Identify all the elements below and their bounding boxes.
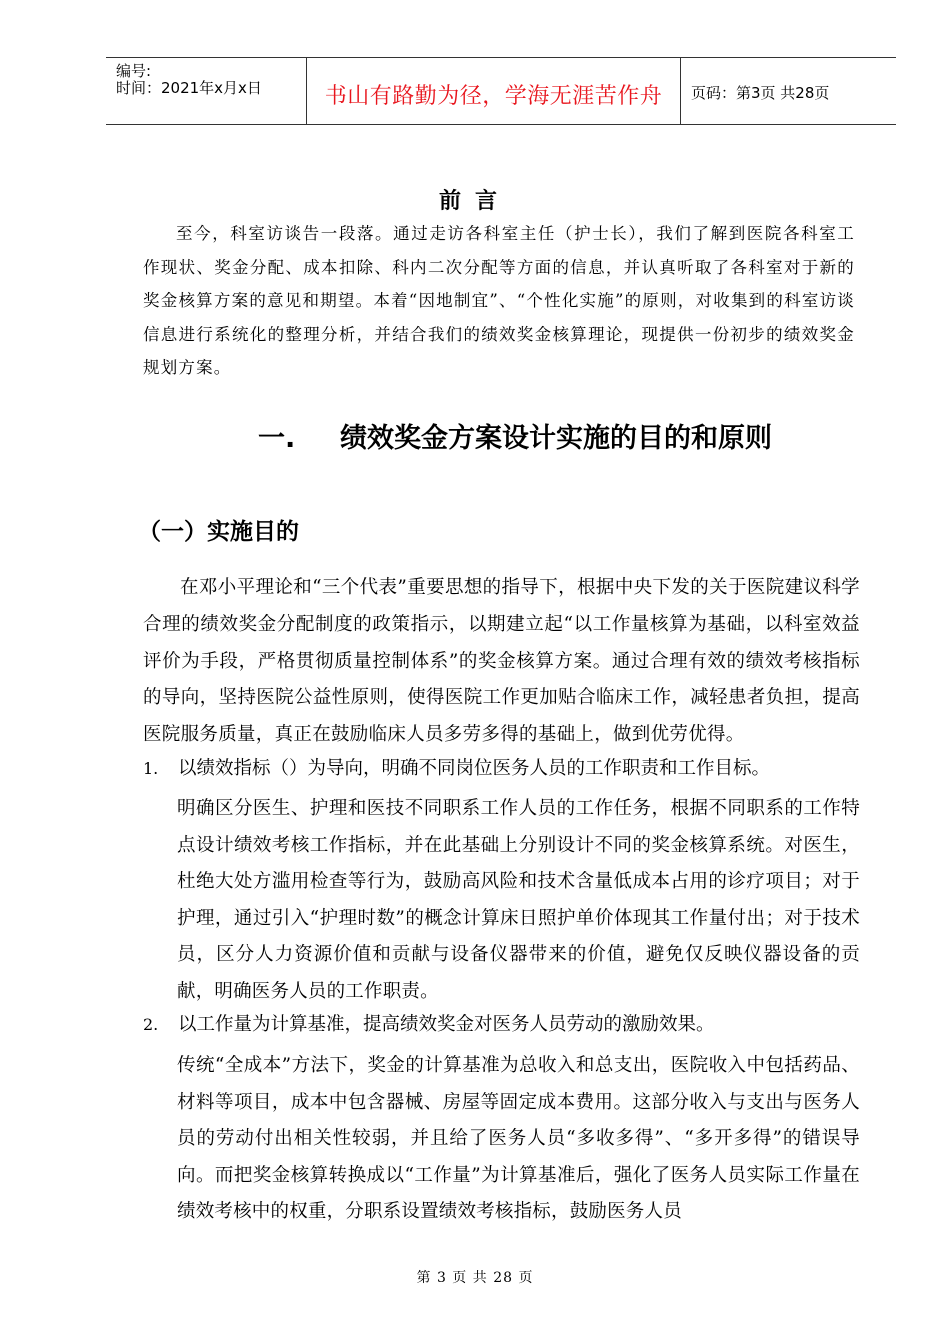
page-header xyxy=(106,57,896,125)
list-item-body: 明确区分医生、护理和医技不同职系工作人员的工作任务，根据不同职系的工作特点设计绩效考核工作指标，并在此基础上分别设计不同的奖金核算系统。对医生，杜绝大处方滥用检查等行为，鼓励高风险和技术含量低成本占用的诊疗项目；对于护理，通过引入“护理时数”的概念计算床日照护单价体现其工作量付出；对于技术员，区分人力资源价值和贡献与设备仪器带来的价值，避免仅反映仪器设备的贡献，明确医务人员的工作职责。 xyxy=(177,798,860,1002)
subsection-heading: （一）实施目的 xyxy=(138,519,299,545)
serial-number-label: 编号: xyxy=(116,62,152,80)
header-motto-cell xyxy=(307,58,681,124)
page-footer: 第 3 页 共 28 页 xyxy=(416,1270,534,1286)
list-item-number: 2. xyxy=(143,1015,159,1034)
section-number: 一. xyxy=(258,423,296,454)
section-title: 绩效奖金方案设计实施的目的和原则 xyxy=(340,423,772,454)
section-heading xyxy=(258,416,772,455)
motto: 书山有路勤为径，学海无涯苦作舟 xyxy=(324,84,663,109)
list-item xyxy=(143,754,770,780)
list-item-body: 传统“全成本”方法下，奖金的计算基准为总收入和总支出，医院收入中包括药品、材料等项目，成本中包含器械、房屋等固定成本费用。这部分收入与支出与医务人员的劳动付出相关性较弱，并且给了医务人员“多收多得”、“多开多得”的错误导向。而把奖金核算转换成以“工作量”为计算基准后，强化了医务人员实际工作量在绩效考核中的权重，分职系设置绩效考核指标，鼓励医务人员 xyxy=(177,1055,860,1222)
header-page-cell xyxy=(681,58,896,124)
header-meta-cell xyxy=(106,58,307,124)
preface-title: 前言 xyxy=(438,189,511,214)
purpose-paragraph: 在邓小平理论和“三个代表”重要思想的指导下，根据中央下发的关于医院建议科学合理的绩效奖金分配制度的政策指示，以期建立起“以工作量核算为基础，以科室效益评价为手段，严格贯彻质量控制体系”的奖金核算方案。通过合理有效的绩效考核指标的导向，坚持医院公益性原则，使得医院工作更加贴合临床工作，减轻患者负担，提高医院服务质量，真正在鼓励临床人员多劳多得的基础上，做到优劳优得。 xyxy=(143,577,860,746)
date-label: 时间：2021年x月x日 xyxy=(116,79,262,97)
list-item xyxy=(143,1010,715,1036)
list-item-title: 以绩效指标（）为导向，明确不同岗位医务人员的工作职责和工作目标。 xyxy=(178,758,771,779)
list-item-number: 1. xyxy=(143,759,159,778)
page-code: 页码：第3页 共28页 xyxy=(691,84,830,102)
preface-paragraph: 至今，科室访谈告一段落。通过走访各科室主任（护士长），我们了解到医院各科室工作现状、奖金分配、成本扣除、科内二次分配等方面的信息，并认真听取了各科室对于新的奖金核算方案的意见和期望。本着“因地制宜”、“个性化实施”的原则，对收集到的科室访谈信息进行系统化的整理分析，并结合我们的绩效奖金核算理论，现提供一份初步的绩效奖金规划方案。 xyxy=(143,224,855,377)
list-item-title: 以工作量为计算基准，提高绩效奖金对医务人员劳动的激励效果。 xyxy=(178,1014,715,1035)
